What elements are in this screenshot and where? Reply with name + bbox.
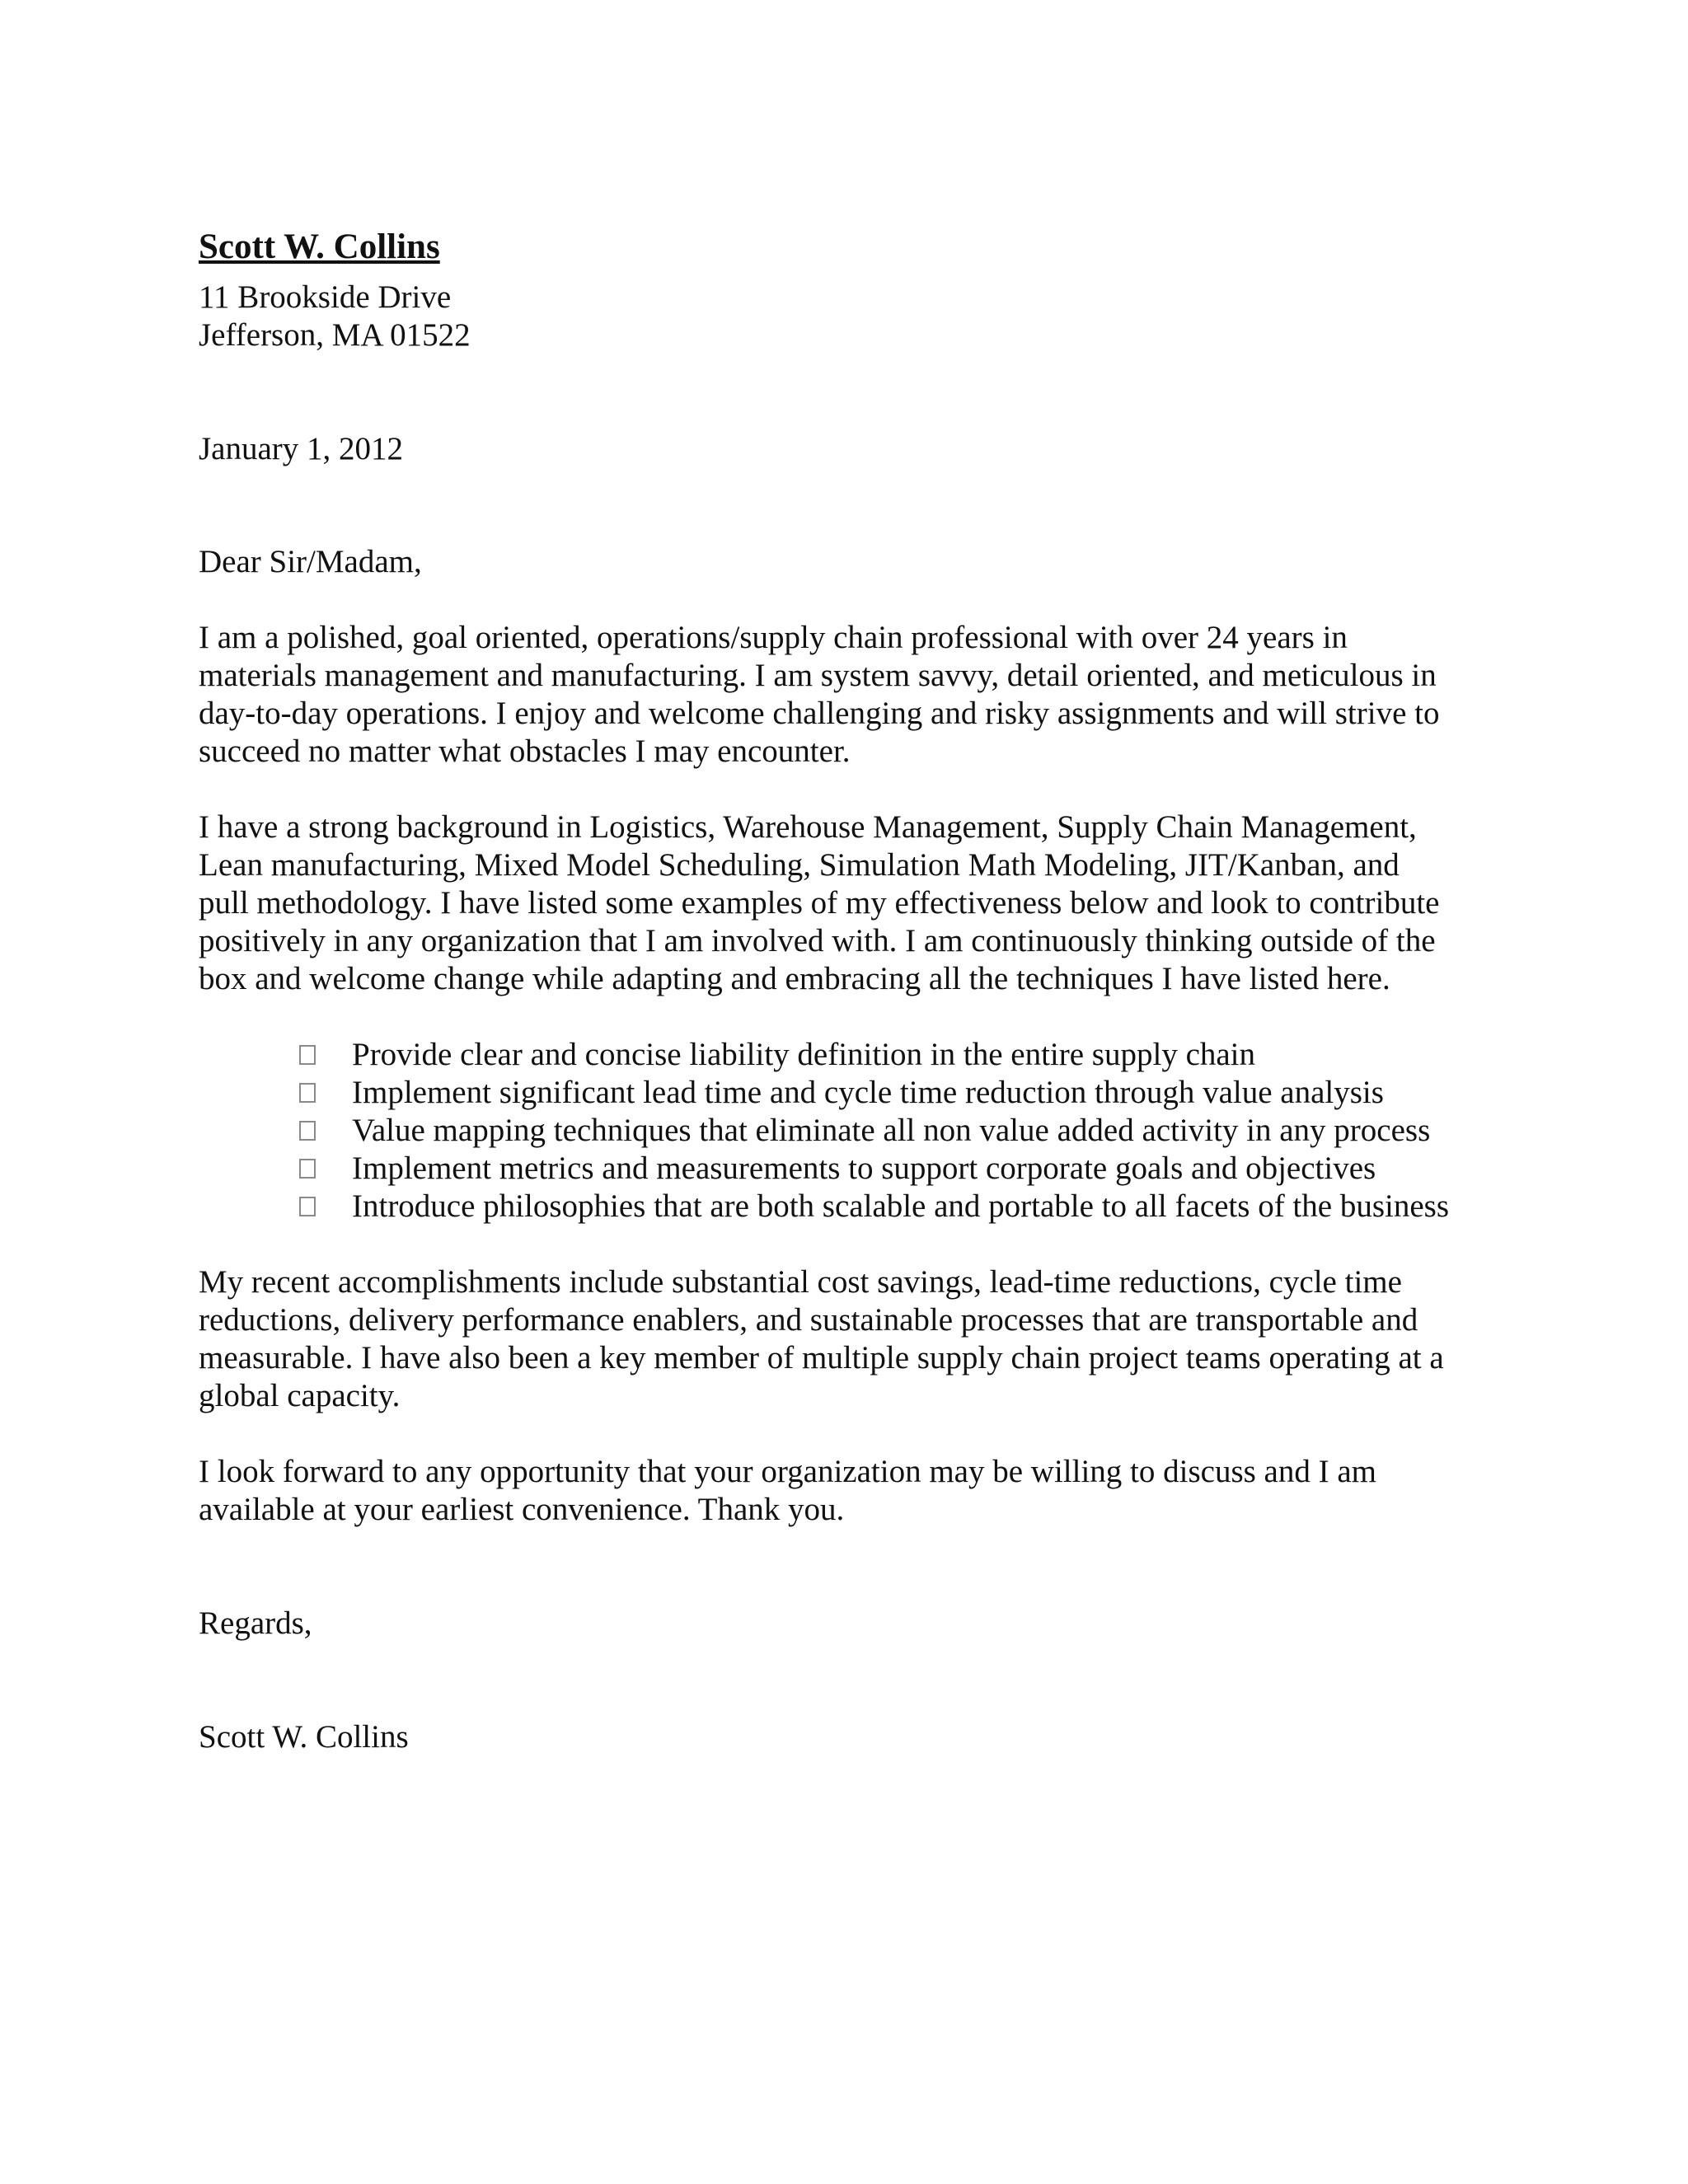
list-item-text: Introduce philosophies that are both scalable and portable to all facets of the business	[352, 1188, 1450, 1224]
paragraph-line: pull methodology. I have listed some examples of my effectiveness below and look to contribute	[199, 885, 1440, 921]
paragraph-line: I am a polished, goal oriented, operations/supply chain professional with over 24 years in	[199, 620, 1348, 655]
list-item-text: Value mapping techniques that eliminate all non value added activity in any process	[352, 1113, 1431, 1148]
paragraph-line: available at your earliest convenience. Thank you.	[199, 1492, 845, 1527]
paragraph-line: Lean manufacturing, Mixed Model Scheduling, Simulation Math Modeling, JIT/Kanban, and	[199, 847, 1400, 883]
sender-address-line2: Jefferson, MA 01522	[199, 317, 471, 353]
list-item	[299, 1036, 1517, 1074]
sender-name: Scott W. Collins	[199, 227, 440, 266]
paragraph-line: global capacity.	[199, 1378, 401, 1413]
list-item-text: Implement significant lead time and cycle time reduction through value analysis	[352, 1075, 1384, 1110]
bullet-box-icon	[299, 1197, 316, 1216]
paragraph-line: day-to-day operations. I enjoy and welcome challenging and risky assignments and will strive to	[199, 696, 1440, 731]
closing: Regards,	[199, 1605, 312, 1641]
signature: Scott W. Collins	[199, 1719, 409, 1755]
bullet-box-icon	[299, 1083, 316, 1103]
effectiveness-list	[199, 1036, 1517, 1226]
paragraph-line: positively in any organization that I am involved with. I am continuously thinking outside of the	[199, 923, 1436, 958]
list-item	[299, 1150, 1517, 1188]
list-item	[299, 1188, 1517, 1226]
cover-letter	[199, 223, 1517, 1756]
list-item-text: Implement metrics and measurements to support corporate goals and objectives	[352, 1151, 1376, 1186]
list-item-text: Provide clear and concise liability definition in the entire supply chain	[352, 1037, 1256, 1072]
paragraph-closing	[199, 1453, 1517, 1529]
letter-date: January 1, 2012	[199, 431, 404, 466]
bullet-box-icon	[299, 1045, 316, 1065]
paragraph-background	[199, 808, 1517, 998]
paragraph-line: I look forward to any opportunity that your organization may be willing to discuss and I am	[199, 1454, 1377, 1489]
paragraph-intro	[199, 619, 1517, 771]
paragraph-line: materials management and manufacturing. I am system savvy, detail oriented, and meticulous in	[199, 658, 1437, 693]
paragraph-line: box and welcome change while adapting and embracing all the techniques I have listed here.	[199, 961, 1390, 996]
bullet-box-icon	[299, 1159, 316, 1179]
sender-address-line1: 11 Brookside Drive	[199, 279, 452, 315]
list-item	[299, 1112, 1517, 1150]
paragraph-line: My recent accomplishments include substantial cost savings, lead-time reductions, cycle time	[199, 1264, 1402, 1300]
list-item	[299, 1074, 1517, 1112]
bullet-box-icon	[299, 1121, 316, 1141]
paragraph-line: I have a strong background in Logistics, Warehouse Management, Supply Chain Management,	[199, 809, 1417, 845]
greeting: Dear Sir/Madam,	[199, 544, 422, 579]
paragraph-line: succeed no matter what obstacles I may encounter.	[199, 733, 851, 769]
paragraph-line: measurable. I have also been a key member of multiple supply chain project teams operating at a	[199, 1340, 1444, 1376]
paragraph-accomplishments	[199, 1263, 1517, 1415]
paragraph-line: reductions, delivery performance enablers, and sustainable processes that are transportable and	[199, 1302, 1418, 1338]
